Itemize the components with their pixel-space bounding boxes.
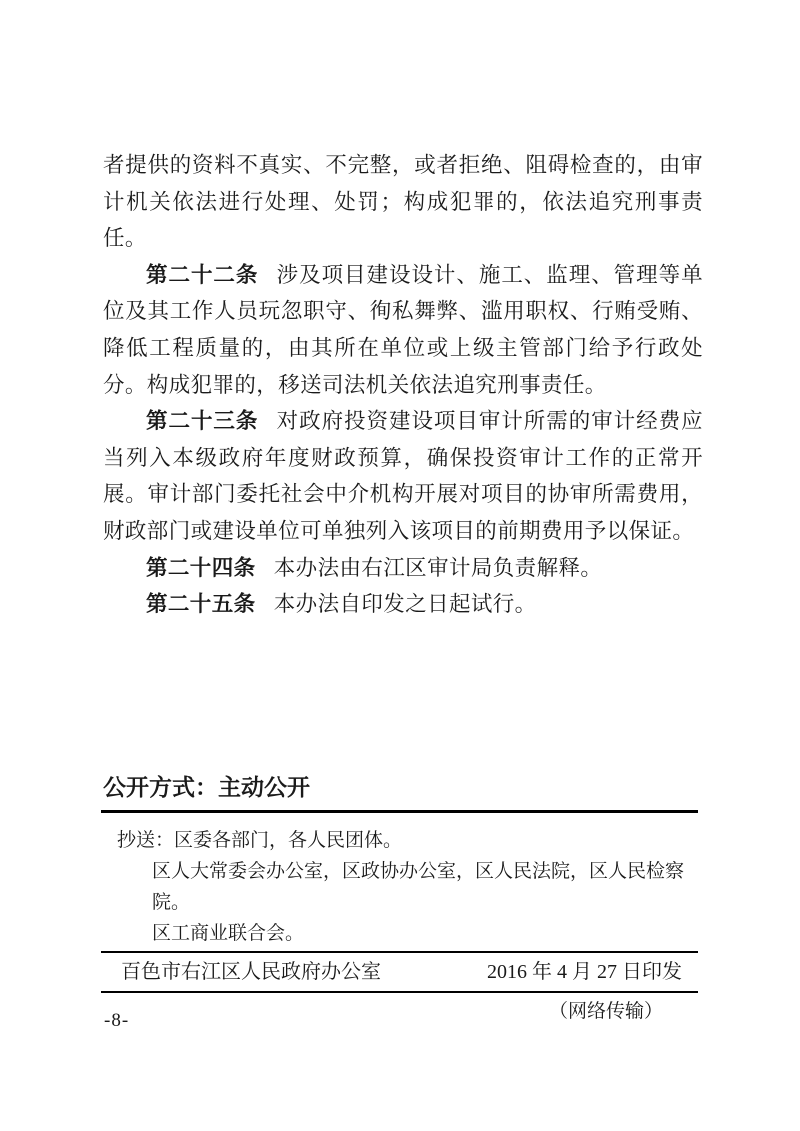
issuing-office: 百色市右江区人民政府办公室	[121, 961, 381, 983]
article-25-text: 本办法自印发之日起试行。	[273, 592, 537, 617]
publicity-method: 公开方式：主动公开	[103, 774, 310, 800]
cc-line-2: 区人大常委会办公室，区政协办公室，区人民法院，区人民检察院。	[152, 861, 685, 913]
document-body	[103, 147, 703, 623]
article-23	[103, 403, 703, 549]
article-22	[103, 257, 703, 403]
cc-block	[117, 825, 698, 949]
article-24-number: 第二十四条	[146, 555, 256, 580]
cc-line-1: 区委各部门，各人民团体。	[174, 830, 403, 851]
cc-line	[117, 825, 698, 856]
article-23-number: 第二十三条	[146, 409, 259, 434]
article-24-text: 本办法由右江区审计局负责解释。	[273, 555, 603, 580]
print-date: 2016 年 4 月 27 日印发	[487, 961, 682, 983]
article-24	[103, 550, 703, 587]
article-25	[103, 586, 703, 623]
divider-thick	[101, 810, 698, 813]
transmission-note: （网络传输）	[548, 1001, 663, 1022]
paragraph-continuation	[103, 147, 703, 257]
issuer-row	[101, 953, 698, 991]
page-number: -8-	[104, 1010, 130, 1031]
article-22-text: 涉及项目建设设计、施工、监理、管理等单位及其工作人员玩忽职守、徇私舞弊、滥用职权、行贿受贿、降低工程质量的，由其所在单位或上级主管部门给予行政处分。构成犯罪的，移送司法机关依法追究刑事责任。	[103, 262, 703, 397]
cc-line-3: 区工商业联合会。	[152, 923, 305, 944]
document-footer	[101, 773, 698, 1024]
divider-bottom	[101, 991, 698, 993]
paragraph-text: 者提供的资料不真实、不完整，或者拒绝、阻碍检查的，由审计机关依法进行处理、处罚；构成犯罪的，依法追究刑事责任。	[103, 153, 703, 251]
article-22-number: 第二十二条	[146, 262, 259, 287]
article-23-text: 对政府投资建设项目审计所需的审计经费应当列入本级政府年度财政预算，确保投资审计工作的正常开展。审计部门委托社会中介机构开展对项目的协审所需费用，财政部门或建设单位可单独列入该项目的前期费用予以保证。	[103, 409, 703, 543]
article-25-number: 第二十五条	[146, 592, 256, 617]
cc-label: 抄送：	[117, 830, 175, 851]
